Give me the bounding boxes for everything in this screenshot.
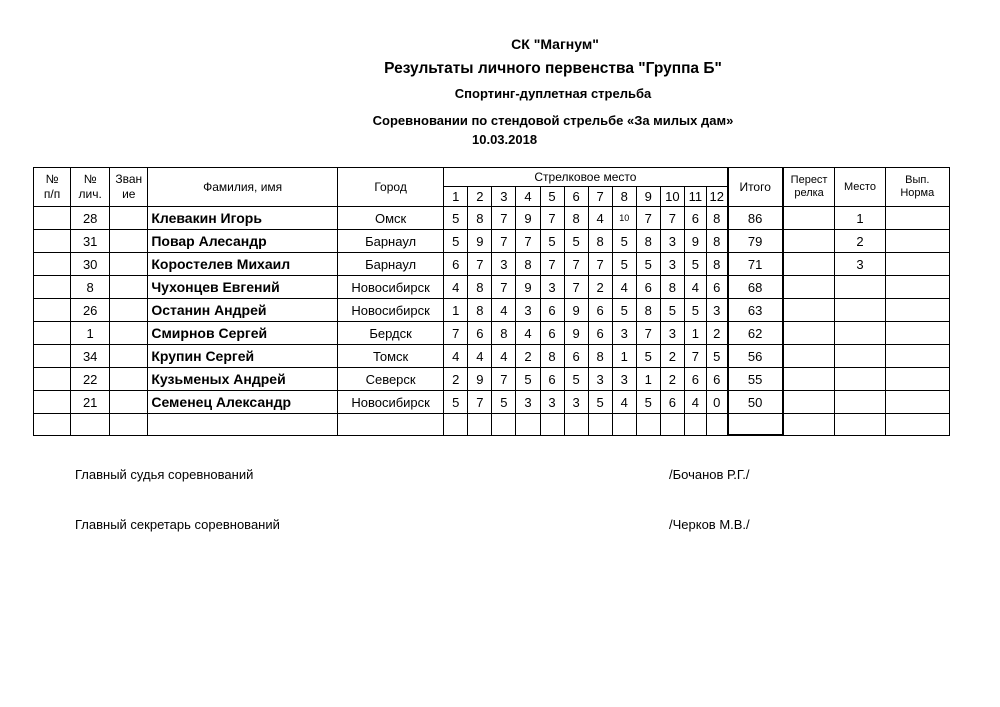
- cell-score: 8: [492, 322, 516, 345]
- chief-secretary-label: Главный секретарь соревнований: [75, 517, 280, 532]
- cell-score: 7: [492, 276, 516, 299]
- header-name: Фамилия, имя: [148, 168, 338, 207]
- cell-score: 3: [492, 253, 516, 276]
- cell-norm: [885, 391, 949, 414]
- cell-name: Чухонцев Евгений: [148, 276, 338, 299]
- cell-rank: [110, 322, 148, 345]
- station-number: 5: [540, 187, 564, 207]
- cell-score: 5: [636, 391, 660, 414]
- cell-score: 8: [468, 299, 492, 322]
- header-total: Итого: [728, 168, 783, 207]
- cell-score: 8: [636, 230, 660, 253]
- cell-score: 3: [660, 230, 684, 253]
- empty-cell: [612, 414, 636, 436]
- cell-score: 10: [612, 207, 636, 230]
- cell-score: 8: [706, 253, 727, 276]
- cell-score: 7: [492, 207, 516, 230]
- cell-city: Омск: [337, 207, 443, 230]
- cell-shootoff: [783, 345, 835, 368]
- cell-num: [34, 322, 71, 345]
- cell-score: 8: [636, 299, 660, 322]
- cell-city: Томск: [337, 345, 443, 368]
- cell-place: 3: [835, 253, 885, 276]
- cell-score: 4: [516, 322, 540, 345]
- cell-license: 1: [71, 322, 110, 345]
- cell-score: 7: [444, 322, 468, 345]
- cell-license: 22: [71, 368, 110, 391]
- cell-num: [34, 207, 71, 230]
- cell-score: 6: [636, 276, 660, 299]
- empty-cell: [728, 414, 783, 436]
- cell-total: 79: [728, 230, 783, 253]
- cell-score: 6: [684, 368, 706, 391]
- cell-score: 7: [588, 253, 612, 276]
- cell-shootoff: [783, 299, 835, 322]
- cell-rank: [110, 253, 148, 276]
- cell-norm: [885, 276, 949, 299]
- cell-score: 2: [516, 345, 540, 368]
- cell-rank: [110, 368, 148, 391]
- cell-shootoff: [783, 253, 835, 276]
- cell-shootoff: [783, 230, 835, 253]
- cell-score: 8: [660, 276, 684, 299]
- station-number: 12: [706, 187, 727, 207]
- cell-score: 9: [516, 276, 540, 299]
- header-shootoff: Перест релка: [783, 168, 835, 207]
- cell-norm: [885, 207, 949, 230]
- cell-name: Клевакин Игорь: [148, 207, 338, 230]
- cell-score: 7: [492, 230, 516, 253]
- cell-total: 63: [728, 299, 783, 322]
- cell-city: Северск: [337, 368, 443, 391]
- cell-num: [34, 276, 71, 299]
- organization-title: СК "Магнум": [511, 36, 599, 52]
- results-table: [33, 167, 950, 436]
- cell-score: 8: [540, 345, 564, 368]
- cell-score: 3: [540, 391, 564, 414]
- cell-name: Смирнов Сергей: [148, 322, 338, 345]
- cell-score: 6: [588, 322, 612, 345]
- cell-score: 5: [612, 299, 636, 322]
- cell-score: 3: [516, 299, 540, 322]
- cell-place: [835, 391, 885, 414]
- cell-score: 8: [468, 276, 492, 299]
- cell-name: Крупин Сергей: [148, 345, 338, 368]
- header-license: № лич.: [71, 168, 110, 207]
- cell-name: Повар Алесандр: [148, 230, 338, 253]
- cell-city: Барнаул: [337, 230, 443, 253]
- cell-rank: [110, 299, 148, 322]
- cell-place: [835, 299, 885, 322]
- discipline-subtitle: Спортинг-дуплетная стрельба: [454, 86, 652, 101]
- cell-score: 3: [612, 368, 636, 391]
- cell-place: [835, 345, 885, 368]
- header-city: Город: [337, 168, 443, 207]
- station-number: 6: [564, 187, 588, 207]
- cell-place: [835, 368, 885, 391]
- table-row: [34, 299, 950, 322]
- empty-cell: [564, 414, 588, 436]
- empty-cell: [540, 414, 564, 436]
- cell-total: 56: [728, 345, 783, 368]
- event-date: 10.03.2018: [472, 132, 538, 147]
- cell-score: 6: [706, 276, 727, 299]
- cell-score: 6: [540, 299, 564, 322]
- chief-judge-label: Главный судья соревнований: [75, 467, 254, 482]
- cell-score: 7: [468, 391, 492, 414]
- cell-score: 7: [564, 253, 588, 276]
- cell-place: 2: [835, 230, 885, 253]
- empty-cell: [684, 414, 706, 436]
- cell-score: 7: [468, 253, 492, 276]
- cell-score: 6: [468, 322, 492, 345]
- cell-score: 7: [540, 253, 564, 276]
- cell-shootoff: [783, 368, 835, 391]
- header-place: Место: [835, 168, 885, 207]
- table-row: [34, 322, 950, 345]
- cell-score: 0: [706, 391, 727, 414]
- header-stations: Стрелковое место: [444, 168, 728, 187]
- header-rank: Зван ие: [110, 168, 148, 207]
- cell-rank: [110, 207, 148, 230]
- cell-place: [835, 322, 885, 345]
- cell-rank: [110, 276, 148, 299]
- cell-city: Новосибирск: [337, 299, 443, 322]
- cell-total: 50: [728, 391, 783, 414]
- empty-cell: [34, 414, 71, 436]
- cell-score: 6: [444, 253, 468, 276]
- cell-total: 86: [728, 207, 783, 230]
- cell-norm: [885, 299, 949, 322]
- cell-license: 21: [71, 391, 110, 414]
- cell-rank: [110, 230, 148, 253]
- cell-score: 3: [588, 368, 612, 391]
- cell-city: Новосибирск: [337, 276, 443, 299]
- cell-score: 4: [684, 391, 706, 414]
- cell-score: 5: [516, 368, 540, 391]
- cell-score: 5: [660, 299, 684, 322]
- station-number: 10: [660, 187, 684, 207]
- cell-score: 7: [636, 207, 660, 230]
- cell-score: 3: [540, 276, 564, 299]
- page-title: Результаты личного первенства "Группа Б": [384, 60, 722, 77]
- cell-score: 5: [636, 345, 660, 368]
- cell-score: 4: [444, 276, 468, 299]
- cell-norm: [885, 253, 949, 276]
- cell-place: [835, 276, 885, 299]
- empty-cell: [148, 414, 338, 436]
- cell-score: 9: [468, 230, 492, 253]
- empty-cell: [636, 414, 660, 436]
- cell-score: 8: [706, 207, 727, 230]
- cell-score: 2: [588, 276, 612, 299]
- cell-shootoff: [783, 276, 835, 299]
- cell-score: 5: [492, 391, 516, 414]
- cell-score: 2: [706, 322, 727, 345]
- cell-score: 7: [516, 230, 540, 253]
- empty-cell: [885, 414, 949, 436]
- cell-total: 55: [728, 368, 783, 391]
- empty-cell: [706, 414, 727, 436]
- cell-score: 6: [706, 368, 727, 391]
- event-title: Соревновании по стендовой стрельбе «За милых дам»: [372, 113, 734, 128]
- header-norm: Вып. Норма: [885, 168, 949, 207]
- cell-num: [34, 299, 71, 322]
- cell-total: 62: [728, 322, 783, 345]
- cell-license: 28: [71, 207, 110, 230]
- station-number: 2: [468, 187, 492, 207]
- cell-name: Семенец Александр: [148, 391, 338, 414]
- cell-score: 4: [612, 276, 636, 299]
- cell-score: 3: [660, 322, 684, 345]
- cell-score: 9: [564, 322, 588, 345]
- table-row: [34, 368, 950, 391]
- cell-score: 6: [540, 322, 564, 345]
- table-row: [34, 391, 950, 414]
- table-row: [34, 276, 950, 299]
- cell-num: [34, 230, 71, 253]
- empty-cell: [835, 414, 885, 436]
- cell-score: 5: [612, 230, 636, 253]
- cell-score: 5: [612, 253, 636, 276]
- cell-score: 5: [564, 230, 588, 253]
- cell-norm: [885, 230, 949, 253]
- station-number: 8: [612, 187, 636, 207]
- empty-cell: [516, 414, 540, 436]
- cell-score: 2: [444, 368, 468, 391]
- cell-score: 9: [516, 207, 540, 230]
- cell-score: 9: [684, 230, 706, 253]
- cell-score: 4: [444, 345, 468, 368]
- cell-score: 4: [684, 276, 706, 299]
- cell-shootoff: [783, 207, 835, 230]
- chief-judge-name: /Бочанов Р.Г./: [669, 467, 750, 482]
- cell-score: 1: [444, 299, 468, 322]
- cell-score: 5: [444, 207, 468, 230]
- cell-city: Барнаул: [337, 253, 443, 276]
- cell-norm: [885, 345, 949, 368]
- header-num: № п/п: [34, 168, 71, 207]
- empty-cell: [783, 414, 835, 436]
- table-row-empty: [34, 414, 950, 436]
- empty-cell: [588, 414, 612, 436]
- cell-license: 26: [71, 299, 110, 322]
- cell-score: 1: [636, 368, 660, 391]
- cell-score: 5: [636, 253, 660, 276]
- station-number: 1: [444, 187, 468, 207]
- cell-score: 8: [706, 230, 727, 253]
- cell-license: 8: [71, 276, 110, 299]
- cell-num: [34, 368, 71, 391]
- cell-score: 1: [684, 322, 706, 345]
- cell-shootoff: [783, 322, 835, 345]
- cell-score: 5: [444, 391, 468, 414]
- cell-license: 30: [71, 253, 110, 276]
- table-row: [34, 207, 950, 230]
- cell-score: 5: [564, 368, 588, 391]
- cell-score: 9: [468, 368, 492, 391]
- chief-secretary-name: /Черков М.В./: [669, 517, 750, 532]
- cell-name: Останин Андрей: [148, 299, 338, 322]
- empty-cell: [110, 414, 148, 436]
- cell-score: 3: [660, 253, 684, 276]
- cell-score: 8: [468, 207, 492, 230]
- cell-num: [34, 345, 71, 368]
- empty-cell: [492, 414, 516, 436]
- cell-norm: [885, 368, 949, 391]
- cell-score: 7: [636, 322, 660, 345]
- cell-score: 6: [660, 391, 684, 414]
- cell-name: Кузьменых Андрей: [148, 368, 338, 391]
- cell-score: 6: [540, 368, 564, 391]
- cell-license: 31: [71, 230, 110, 253]
- cell-city: Новосибирск: [337, 391, 443, 414]
- cell-score: 5: [444, 230, 468, 253]
- cell-name: Коростелев Михаил: [148, 253, 338, 276]
- cell-score: 5: [540, 230, 564, 253]
- cell-score: 7: [564, 276, 588, 299]
- cell-score: 3: [564, 391, 588, 414]
- cell-score: 6: [564, 345, 588, 368]
- cell-score: 7: [660, 207, 684, 230]
- cell-score: 3: [516, 391, 540, 414]
- cell-score: 5: [588, 391, 612, 414]
- cell-score: 8: [588, 345, 612, 368]
- cell-rank: [110, 345, 148, 368]
- cell-score: 8: [516, 253, 540, 276]
- cell-score: 4: [612, 391, 636, 414]
- station-number: 9: [636, 187, 660, 207]
- cell-score: 6: [684, 207, 706, 230]
- cell-place: 1: [835, 207, 885, 230]
- cell-total: 68: [728, 276, 783, 299]
- cell-score: 7: [684, 345, 706, 368]
- station-number: 4: [516, 187, 540, 207]
- cell-score: 3: [706, 299, 727, 322]
- station-number: 7: [588, 187, 612, 207]
- cell-score: 5: [684, 299, 706, 322]
- cell-score: 9: [564, 299, 588, 322]
- table-row: [34, 230, 950, 253]
- table-row: [34, 253, 950, 276]
- cell-score: 2: [660, 345, 684, 368]
- cell-score: 1: [612, 345, 636, 368]
- empty-cell: [71, 414, 110, 436]
- cell-shootoff: [783, 391, 835, 414]
- cell-score: 4: [492, 299, 516, 322]
- station-number: 3: [492, 187, 516, 207]
- cell-score: 4: [468, 345, 492, 368]
- cell-score: 4: [588, 207, 612, 230]
- empty-cell: [660, 414, 684, 436]
- table-row: [34, 345, 950, 368]
- cell-score: 4: [492, 345, 516, 368]
- cell-score: 2: [660, 368, 684, 391]
- cell-rank: [110, 391, 148, 414]
- cell-score: 6: [588, 299, 612, 322]
- cell-score: 5: [706, 345, 727, 368]
- cell-score: 3: [612, 322, 636, 345]
- cell-num: [34, 391, 71, 414]
- cell-num: [34, 253, 71, 276]
- cell-score: 8: [588, 230, 612, 253]
- empty-cell: [444, 414, 468, 436]
- empty-cell: [337, 414, 443, 436]
- cell-norm: [885, 322, 949, 345]
- cell-score: 7: [540, 207, 564, 230]
- empty-cell: [468, 414, 492, 436]
- cell-score: 8: [564, 207, 588, 230]
- cell-city: Бердск: [337, 322, 443, 345]
- station-number: 11: [684, 187, 706, 207]
- cell-score: 7: [492, 368, 516, 391]
- cell-score: 5: [684, 253, 706, 276]
- cell-license: 34: [71, 345, 110, 368]
- cell-total: 71: [728, 253, 783, 276]
